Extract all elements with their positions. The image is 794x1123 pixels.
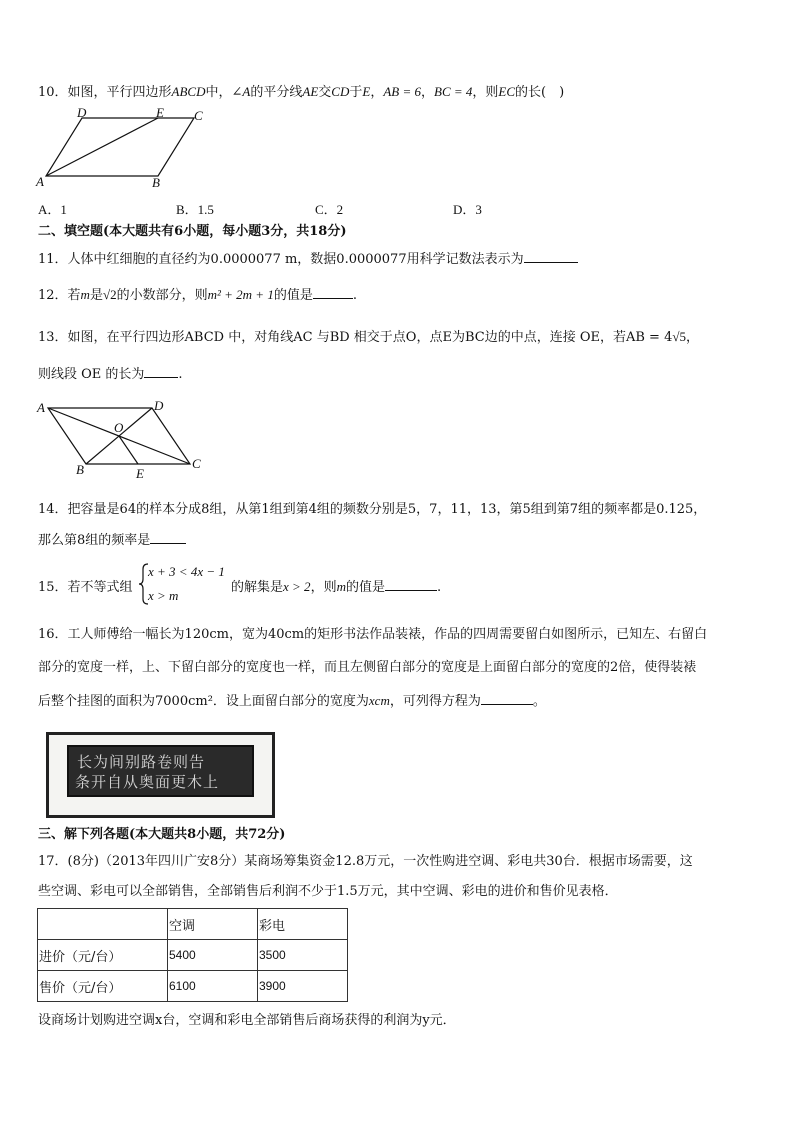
q15-pre: 15．若不等式组 bbox=[38, 580, 133, 595]
q11-text: 11．人体中红细胞的直径约为0.0000077 m，数据0.0000077用科学记数法表示为 bbox=[38, 252, 524, 267]
q10-ab-eq: AB = 6 bbox=[383, 84, 421, 99]
q10-text-mid6: ， bbox=[420, 85, 434, 100]
q13-sqrt5: √5 bbox=[672, 329, 686, 344]
q10-text-mid3: 交 bbox=[318, 85, 332, 100]
question-14-line1: 14．把容量是64的样本分成8组，从第1组到第4组的频数分别是5，7，11，13，第5组到第7组的频率都是0.125， bbox=[38, 502, 707, 517]
q15-m: m bbox=[336, 579, 346, 594]
q15-mid2: ，则 bbox=[310, 580, 337, 595]
q10-text-mid5: ， bbox=[370, 85, 384, 100]
q10-cd: CD bbox=[331, 84, 350, 99]
label-e: E bbox=[156, 106, 164, 120]
q15-rest bbox=[231, 576, 441, 595]
question-11 bbox=[38, 250, 578, 269]
table-cell: 3900 bbox=[258, 971, 348, 1002]
table-cell: 售价（元/台） bbox=[38, 971, 168, 1002]
q12-post: 的值是 bbox=[273, 288, 313, 303]
q15-mid: 的解集是 bbox=[231, 580, 284, 595]
q10-text-mid4: 于 bbox=[349, 85, 363, 100]
question-14-line2 bbox=[38, 531, 186, 550]
question-17-line1: 17．(8分)（2013年四川广安8分）某商场筹集资金12.8万元，一次性购进空调、彩电共30台．根据市场需要，这 bbox=[38, 854, 693, 869]
q15-post: 的值是 bbox=[345, 580, 385, 595]
calligraphy-bottom-row: 条开自从奥面更木上 bbox=[75, 773, 220, 791]
q15-end: . bbox=[436, 580, 442, 595]
label-d: D bbox=[77, 106, 87, 120]
question-17-line3: 设商场计划购进空调x台，空调和彩电全部销售后商场获得的利润为y元． bbox=[38, 1013, 456, 1028]
question-16-line1: 16．工人师傅给一幅长为120cm，宽为40cm的矩形书法作品装裱，作品的四周需要留白如图所示，已知左、右留白 bbox=[38, 627, 708, 642]
label-b: B bbox=[152, 175, 160, 190]
q12-m: m bbox=[80, 287, 90, 302]
segment-ae bbox=[46, 118, 158, 176]
label-b: B bbox=[76, 462, 84, 477]
parallelogram-figure-q10 bbox=[34, 106, 214, 192]
q12-mid: 是 bbox=[89, 288, 103, 303]
q15-inequality-1: x + 3 < 4x − 1 bbox=[148, 564, 225, 579]
q10-text-mid1: 中， bbox=[205, 85, 232, 100]
label-c: C bbox=[192, 456, 201, 471]
q13-line1-end: ， bbox=[685, 330, 699, 345]
table-cell: 5400 bbox=[168, 940, 258, 971]
label-d: D bbox=[154, 398, 164, 413]
question-17-line2: 些空调、彩电可以全部销售，全部销售后利润不少于1.5万元，其中空调、彩电的进价和售价见表格． bbox=[38, 884, 618, 899]
question-13-line1 bbox=[38, 328, 699, 347]
q10-text-pre: 10．如图，平行四边形 bbox=[38, 85, 172, 100]
q10-angle: ∠A bbox=[231, 84, 251, 99]
section-3-heading: 三、解下列各题(本大题共8小题，共72分) bbox=[38, 827, 286, 842]
q11-answer-blank[interactable] bbox=[524, 250, 578, 263]
table-header-cell: 彩电 bbox=[258, 909, 348, 940]
q15-condition: x > 2 bbox=[283, 579, 311, 594]
q14-answer-blank[interactable] bbox=[150, 531, 186, 544]
calligraphy-top-row: 长为间别路卷则告 bbox=[77, 753, 206, 771]
q10-text-mid2: 的平分线 bbox=[250, 85, 303, 100]
question-15 bbox=[38, 561, 508, 609]
q16-xcm: xcm bbox=[368, 693, 390, 708]
parallelogram-abcd-shape bbox=[46, 118, 194, 176]
q12-answer-blank[interactable] bbox=[313, 286, 353, 299]
label-c: C bbox=[194, 108, 203, 123]
calligraphy-frame-image bbox=[46, 732, 275, 818]
label-a: A bbox=[36, 174, 44, 189]
q16-line3-end: 。 bbox=[532, 694, 546, 709]
q10-text-post: 的长( ) bbox=[515, 85, 565, 100]
q14-line2-text: 那么第8组的频率是 bbox=[38, 533, 151, 548]
table-cell: 3500 bbox=[258, 940, 348, 971]
q10-bc-eq: BC = 4 bbox=[434, 84, 473, 99]
q16-answer-blank[interactable] bbox=[481, 692, 533, 705]
calligraphy-artwork bbox=[67, 745, 254, 797]
option-b[interactable]: B．1.5 bbox=[176, 202, 214, 217]
q12-pre: 12．若 bbox=[38, 288, 81, 303]
q10-ae: AE bbox=[302, 84, 319, 99]
option-a[interactable]: A．1 bbox=[38, 202, 67, 217]
q16-line3-post: ，可列得方程为 bbox=[389, 694, 481, 709]
parallelogram-figure-q13 bbox=[34, 396, 214, 484]
table-header-row bbox=[38, 909, 348, 940]
q15-answer-blank[interactable] bbox=[385, 578, 437, 591]
price-table bbox=[37, 908, 348, 1002]
q13-line2-text: 则线段 OE 的长为 bbox=[38, 367, 145, 382]
q10-text-mid7: ，则 bbox=[472, 85, 499, 100]
label-e: E bbox=[136, 466, 144, 481]
q12-mid2: 的小数部分，则 bbox=[116, 288, 208, 303]
question-13-line2 bbox=[38, 365, 183, 384]
q15-inequality-2: x > m bbox=[148, 588, 179, 603]
table-cell: 进价（元/台） bbox=[38, 940, 168, 971]
question-16-line2: 部分的宽度一样，上、下留白部分的宽度也一样，而且左侧留白部分的宽度是上面留白部分的宽度的2倍，使得装裱 bbox=[38, 660, 697, 675]
table-cell: 6100 bbox=[168, 971, 258, 1002]
label-o: O bbox=[114, 420, 124, 435]
question-16-line3 bbox=[38, 692, 546, 711]
q13-line2-end: . bbox=[178, 367, 183, 382]
q10-abcd: ABCD bbox=[171, 84, 206, 99]
option-c[interactable]: C．2 bbox=[315, 202, 344, 217]
option-d[interactable]: D．3 bbox=[453, 202, 482, 217]
section-2-heading: 二、填空题(本大题共有6小题，每小题3分，共18分) bbox=[38, 224, 347, 239]
question-12 bbox=[38, 286, 357, 305]
table-header-cell: 空调 bbox=[168, 909, 258, 940]
table-header-cell bbox=[38, 909, 168, 940]
q10-ec: EC bbox=[498, 84, 516, 99]
q13-line1-text: 13．如图，在平行四边形ABCD 中，对角线AC 与BD 相交于点O，点E为BC边的中点，连接 OE，若AB = 4 bbox=[38, 330, 673, 345]
q13-answer-blank[interactable] bbox=[144, 365, 178, 378]
q16-line3-pre: 后整个挂图的面积为7000cm²．设上面留白部分的宽度为 bbox=[38, 694, 369, 709]
q12-end: . bbox=[352, 288, 357, 303]
label-a: A bbox=[37, 400, 45, 415]
table-row bbox=[38, 971, 348, 1002]
q10-e: E bbox=[362, 84, 371, 99]
q12-sqrt2: √2 bbox=[102, 287, 117, 302]
table-row bbox=[38, 940, 348, 971]
question-10-text bbox=[38, 83, 564, 102]
q12-expression: m² + 2m + 1 bbox=[207, 287, 274, 302]
